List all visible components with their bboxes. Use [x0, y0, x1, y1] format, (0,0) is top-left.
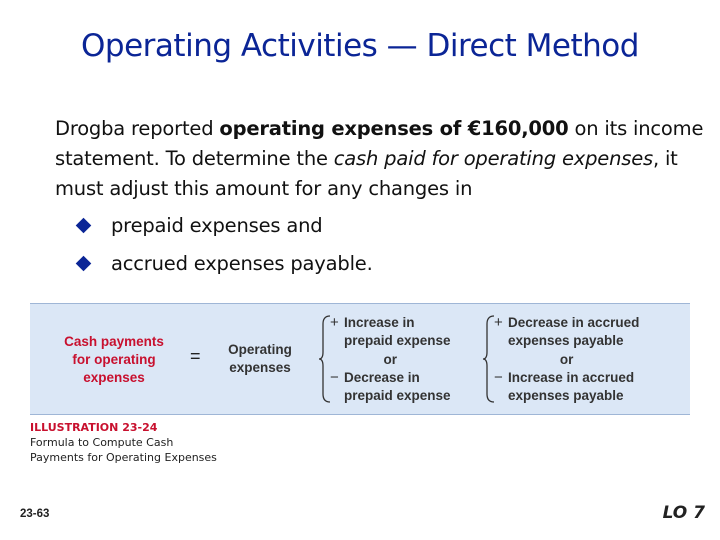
plus-sign: +: [494, 314, 503, 331]
caption-line: Payments for Operating Expenses: [30, 451, 217, 464]
intro-bold-amount: operating expenses of €160,000: [219, 117, 569, 140]
adjustment-text: Decrease in accrued: [508, 315, 640, 330]
diamond-bullet-icon: [76, 255, 92, 271]
intro-paragraph: [55, 114, 705, 204]
opex-label-line: expenses: [229, 360, 291, 375]
learning-objective: LO 7: [662, 503, 705, 523]
intro-italic-term: cash paid for operating expenses: [333, 147, 653, 170]
operating-expenses-label: [216, 341, 304, 377]
minus-sign: −: [330, 368, 339, 386]
intro-text-2: on its income statement. To determine the: [55, 117, 704, 170]
adjustment-text: expenses payable: [508, 388, 624, 404]
opex-label-line: Operating: [228, 342, 292, 357]
adjustment-text: Decrease in: [344, 369, 420, 385]
adjustment-text: Increase in: [344, 315, 415, 330]
illustration-caption: [30, 420, 217, 465]
minus-sign: −: [494, 368, 503, 386]
cash-label-line: for operating: [72, 352, 156, 367]
cash-label-line: expenses: [83, 370, 145, 385]
slide-title: Operating Activities — Direct Method: [81, 28, 639, 64]
bullet-text: prepaid expenses and: [111, 213, 323, 237]
adjustment-text: Increase in accrued: [508, 369, 635, 385]
equals-sign: =: [190, 346, 201, 366]
bullet-text: accrued expenses payable.: [111, 251, 373, 275]
adjustment-text: prepaid expense: [344, 333, 451, 349]
intro-text-3: , it must adjust this amount for any changes in: [55, 147, 678, 200]
adjustment-text: expenses payable: [508, 333, 624, 349]
intro-text-1: Drogba reported: [55, 117, 220, 140]
caption-line: Formula to Compute Cash: [30, 436, 174, 449]
cash-label-line: Cash payments: [64, 334, 164, 349]
or-text: or: [383, 351, 398, 367]
caption-heading: ILLUSTRATION 23-24: [30, 421, 158, 434]
page-number: 23-63: [20, 508, 50, 520]
bullet-item: [78, 210, 322, 240]
or-text: or: [559, 351, 574, 367]
cash-payments-label: [54, 333, 174, 387]
prepaid-adjustment-column: [330, 314, 451, 405]
plus-sign: +: [330, 314, 339, 331]
bullet-item: [78, 248, 373, 278]
formula-illustration: [30, 303, 690, 415]
accrued-adjustment-column: [494, 314, 639, 405]
diamond-bullet-icon: [76, 217, 92, 233]
adjustment-text: prepaid expense: [344, 388, 451, 404]
